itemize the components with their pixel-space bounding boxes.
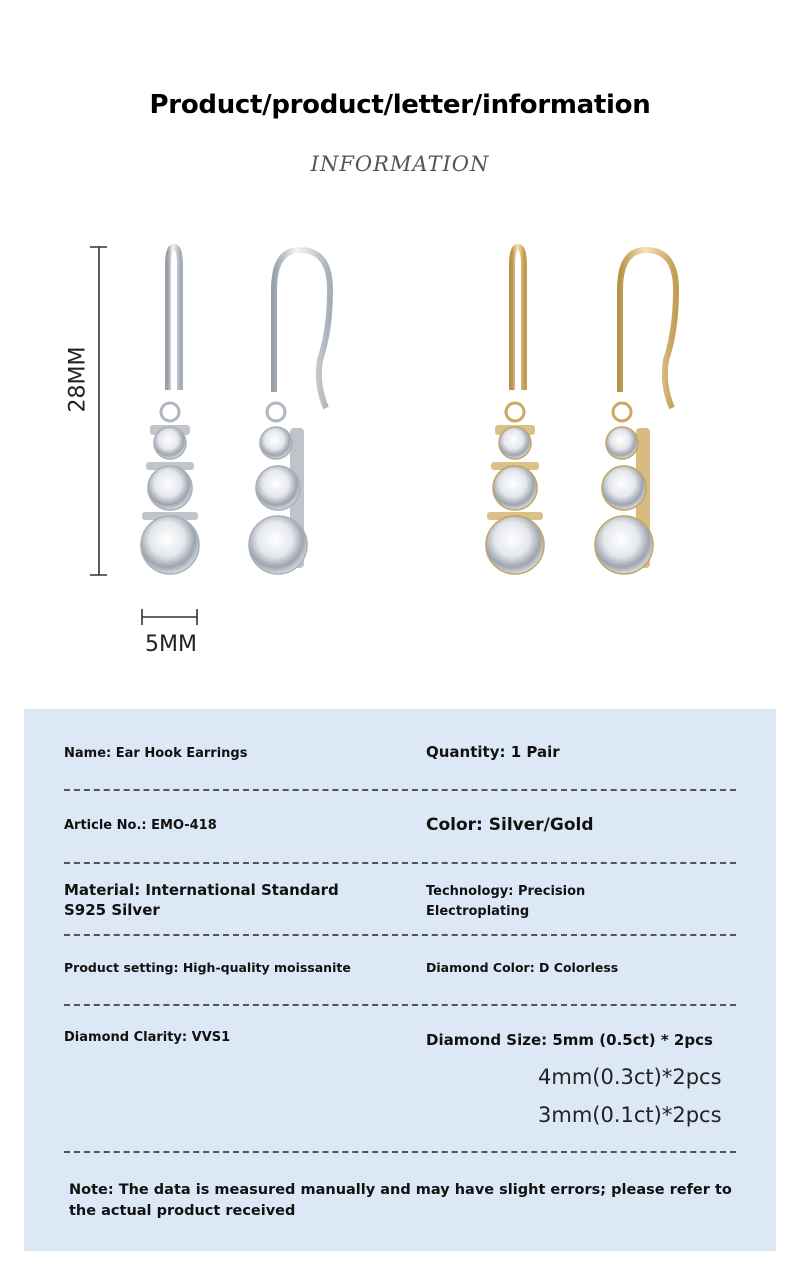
spec-clarity: Diamond Clarity: VVS1 <box>64 1030 231 1045</box>
spec-material <box>64 880 339 920</box>
page-subtitle: INFORMATION <box>310 152 490 176</box>
width-dimension-label: 5MM <box>145 632 197 657</box>
divider <box>64 934 736 936</box>
spec-color: Color: Silver/Gold <box>426 815 594 835</box>
spec-technology <box>426 882 585 922</box>
spec-article: Article No.: EMO-418 <box>64 818 217 833</box>
spec-material-line1: Material: International Standard <box>64 881 339 899</box>
height-dimension-label: 28MM <box>65 346 91 413</box>
width-dimension-line <box>142 609 197 625</box>
spec-material-line2: S925 Silver <box>64 901 160 919</box>
spec-diamond-size: Diamond Size: 5mm (0.5ct) * 2pcs <box>426 1031 713 1049</box>
spec-name: Name: Ear Hook Earrings <box>64 746 248 761</box>
spec-technology-line1: Technology: Precision <box>426 884 586 899</box>
divider <box>64 862 736 864</box>
divider <box>64 789 736 791</box>
silver-earring-front <box>141 247 199 574</box>
divider <box>64 1004 736 1006</box>
page-title: Product/product/letter/information <box>149 90 651 120</box>
divider <box>64 1151 736 1153</box>
spec-diamond-color: Diamond Color: D Colorless <box>426 960 619 975</box>
gold-earring-side <box>595 250 676 574</box>
gold-earring-front <box>486 247 544 574</box>
disclaimer-note: Note: The data is measured manually and may have slight errors; please refer to the actual product received <box>69 1182 732 1219</box>
height-dimension-line <box>90 247 107 575</box>
spec-diamond-size-line2: 4mm(0.3ct)*2pcs <box>538 1065 722 1089</box>
spec-quantity: Quantity: 1 Pair <box>426 743 560 761</box>
spec-diamond-size-line3: 3mm(0.1ct)*2pcs <box>538 1103 722 1127</box>
spec-panel <box>24 709 776 1251</box>
spec-setting: Product setting: High-quality moissanite <box>64 960 351 975</box>
spec-technology-line2: Electroplating <box>426 904 530 919</box>
silver-earring-side <box>249 250 330 574</box>
